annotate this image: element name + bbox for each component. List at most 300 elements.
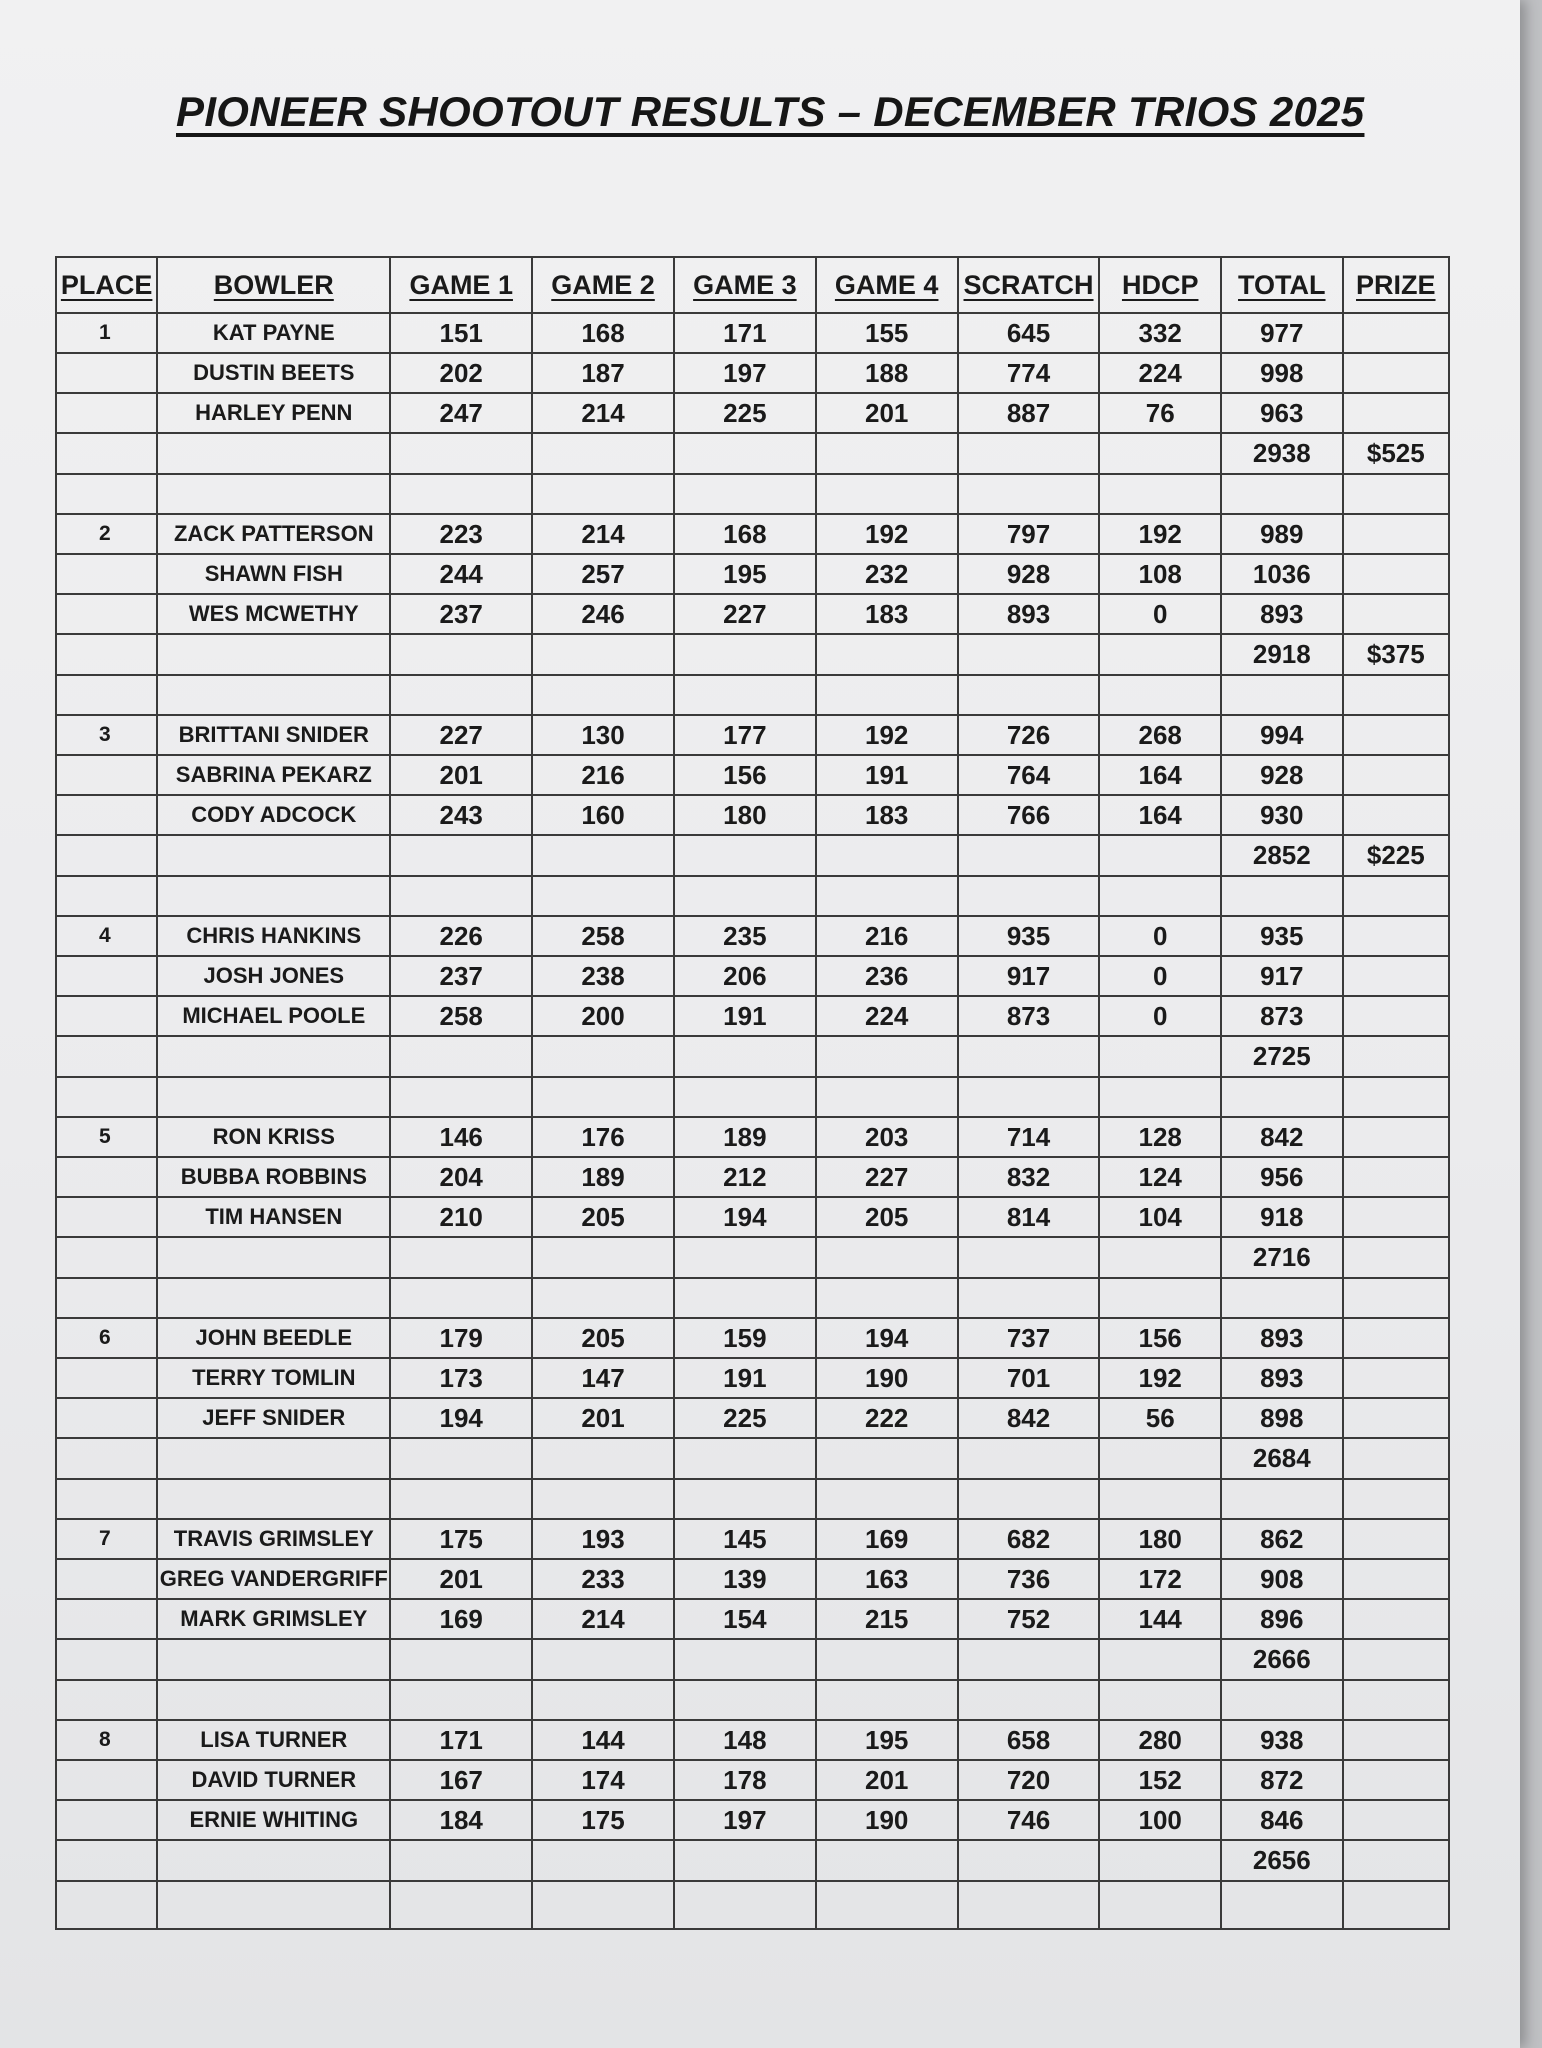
prize-cell — [1343, 1237, 1449, 1278]
empty-cell — [56, 876, 157, 916]
empty-cell — [532, 634, 674, 675]
empty-cell — [532, 1278, 674, 1318]
total-cell: 872 — [1221, 1760, 1343, 1800]
game3-cell: 197 — [674, 353, 816, 393]
empty-cell — [532, 675, 674, 715]
game2-cell: 174 — [532, 1760, 674, 1800]
prize-cell — [1343, 594, 1449, 634]
empty-cell — [56, 1237, 157, 1278]
header-row — [56, 257, 1449, 313]
game2-cell: 258 — [532, 916, 674, 956]
page-title: PIONEER SHOOTOUT RESULTS – DECEMBER TRIOS 2025 — [176, 88, 1365, 135]
empty-cell — [1099, 433, 1221, 474]
game1-cell: 243 — [390, 795, 532, 835]
prize-cell — [1343, 353, 1449, 393]
hdcp-cell: 124 — [1099, 1157, 1221, 1197]
empty-cell — [532, 1036, 674, 1077]
empty-cell — [1221, 1077, 1343, 1117]
empty-cell — [816, 1077, 958, 1117]
scratch-cell: 928 — [958, 554, 1100, 594]
empty-cell — [390, 474, 532, 514]
empty-cell — [390, 675, 532, 715]
game1-cell: 194 — [390, 1398, 532, 1438]
empty-cell — [674, 634, 816, 675]
bowler-row — [56, 1519, 1449, 1559]
bowler-row — [56, 1398, 1449, 1438]
scratch-cell: 774 — [958, 353, 1100, 393]
empty-cell — [958, 1680, 1100, 1720]
prize-cell — [1343, 554, 1449, 594]
game1-cell: 201 — [390, 1559, 532, 1599]
game4-cell: 155 — [816, 313, 958, 353]
game2-cell: 214 — [532, 393, 674, 433]
bowler-row — [56, 996, 1449, 1036]
game4-cell: 183 — [816, 795, 958, 835]
bowler-name: DAVID TURNER — [157, 1760, 390, 1800]
empty-cell — [674, 433, 816, 474]
bowler-row — [56, 956, 1449, 996]
total-cell: 963 — [1221, 393, 1343, 433]
empty-cell — [1343, 876, 1449, 916]
empty-cell — [674, 1438, 816, 1479]
empty-cell — [157, 675, 390, 715]
game3-cell: 139 — [674, 1559, 816, 1599]
game1-cell: 184 — [390, 1800, 532, 1840]
empty-cell — [1099, 1840, 1221, 1881]
empty-cell — [958, 1237, 1100, 1278]
game3-cell: 225 — [674, 393, 816, 433]
scratch-cell: 736 — [958, 1559, 1100, 1599]
total-cell: 977 — [1221, 313, 1343, 353]
bowler-row — [56, 1800, 1449, 1840]
empty-cell — [157, 1077, 390, 1117]
empty-cell — [390, 835, 532, 876]
scratch-cell: 658 — [958, 1720, 1100, 1760]
scratch-cell: 814 — [958, 1197, 1100, 1237]
empty-cell — [1099, 1680, 1221, 1720]
column-header: GAME 3 — [674, 257, 816, 313]
empty-cell — [674, 1237, 816, 1278]
hdcp-cell: 100 — [1099, 1800, 1221, 1840]
empty-cell — [1343, 1077, 1449, 1117]
game1-cell: 223 — [390, 514, 532, 554]
game4-cell: 190 — [816, 1358, 958, 1398]
prize-cell — [1343, 1036, 1449, 1077]
game3-cell: 235 — [674, 916, 816, 956]
hdcp-cell: 268 — [1099, 715, 1221, 755]
team-total-row — [56, 1438, 1449, 1479]
total-cell: 956 — [1221, 1157, 1343, 1197]
prize-cell — [1343, 755, 1449, 795]
empty-cell — [532, 1881, 674, 1929]
bowler-name: WES MCWETHY — [157, 594, 390, 634]
place-cell: 2 — [56, 514, 157, 554]
scratch-cell: 873 — [958, 996, 1100, 1036]
bowler-name: TERRY TOMLIN — [157, 1358, 390, 1398]
game3-cell: 145 — [674, 1519, 816, 1559]
game3-cell: 178 — [674, 1760, 816, 1800]
game2-cell: 205 — [532, 1318, 674, 1358]
empty-cell — [157, 1881, 390, 1929]
empty-cell — [958, 474, 1100, 514]
hdcp-cell: 0 — [1099, 956, 1221, 996]
empty-cell — [816, 1278, 958, 1318]
place-cell: 8 — [56, 1720, 157, 1760]
prize-cell — [1343, 795, 1449, 835]
empty-cell — [816, 474, 958, 514]
game2-cell: 214 — [532, 514, 674, 554]
scratch-cell: 893 — [958, 594, 1100, 634]
game1-cell: 201 — [390, 755, 532, 795]
bowler-row — [56, 1559, 1449, 1599]
empty-cell — [56, 1438, 157, 1479]
hdcp-cell: 144 — [1099, 1599, 1221, 1639]
empty-cell — [674, 1840, 816, 1881]
bowler-name: ERNIE WHITING — [157, 1800, 390, 1840]
prize-cell — [1343, 1760, 1449, 1800]
game4-cell: 215 — [816, 1599, 958, 1639]
hdcp-cell: 156 — [1099, 1318, 1221, 1358]
empty-cell — [958, 1077, 1100, 1117]
bowler-name: JOSH JONES — [157, 956, 390, 996]
prize-cell — [1343, 916, 1449, 956]
game1-cell: 151 — [390, 313, 532, 353]
prize-cell — [1343, 1358, 1449, 1398]
empty-cell — [56, 675, 157, 715]
game1-cell: 247 — [390, 393, 532, 433]
place-cell — [56, 795, 157, 835]
total-cell: 908 — [1221, 1559, 1343, 1599]
game2-cell: 168 — [532, 313, 674, 353]
column-header: PLACE — [56, 257, 157, 313]
game2-cell: 189 — [532, 1157, 674, 1197]
empty-cell — [1343, 1479, 1449, 1519]
game1-cell: 202 — [390, 353, 532, 393]
scratch-cell: 797 — [958, 514, 1100, 554]
column-header: PRIZE — [1343, 257, 1449, 313]
empty-cell — [958, 876, 1100, 916]
place-cell — [56, 956, 157, 996]
empty-cell — [56, 1639, 157, 1680]
empty-cell — [390, 1639, 532, 1680]
game2-cell: 238 — [532, 956, 674, 996]
spacer-row — [56, 675, 1449, 715]
game3-cell: 195 — [674, 554, 816, 594]
empty-cell — [157, 433, 390, 474]
empty-cell — [390, 1438, 532, 1479]
team-total-row — [56, 835, 1449, 876]
total-cell: 935 — [1221, 916, 1343, 956]
spacer-row — [56, 876, 1449, 916]
game2-cell: 175 — [532, 1800, 674, 1840]
place-cell: 1 — [56, 313, 157, 353]
game1-cell: 175 — [390, 1519, 532, 1559]
empty-cell — [390, 1278, 532, 1318]
place-cell: 5 — [56, 1117, 157, 1157]
hdcp-cell: 164 — [1099, 755, 1221, 795]
total-cell: 994 — [1221, 715, 1343, 755]
game1-cell: 237 — [390, 594, 532, 634]
game4-cell: 205 — [816, 1197, 958, 1237]
hdcp-cell: 104 — [1099, 1197, 1221, 1237]
prize-cell — [1343, 1800, 1449, 1840]
bowler-row — [56, 1760, 1449, 1800]
game4-cell: 227 — [816, 1157, 958, 1197]
game3-cell: 197 — [674, 1800, 816, 1840]
empty-cell — [1099, 634, 1221, 675]
place-cell — [56, 393, 157, 433]
place-cell — [56, 594, 157, 634]
spacer-row — [56, 1680, 1449, 1720]
scratch-cell: 682 — [958, 1519, 1100, 1559]
game3-cell: 206 — [674, 956, 816, 996]
spacer-row — [56, 1077, 1449, 1117]
game4-cell: 216 — [816, 916, 958, 956]
game4-cell: 195 — [816, 1720, 958, 1760]
spacer-row — [56, 474, 1449, 514]
scratch-cell: 887 — [958, 393, 1100, 433]
scratch-cell: 726 — [958, 715, 1100, 755]
hdcp-cell: 332 — [1099, 313, 1221, 353]
empty-cell — [674, 1680, 816, 1720]
bowler-name: CHRIS HANKINS — [157, 916, 390, 956]
empty-cell — [816, 1438, 958, 1479]
empty-cell — [1221, 675, 1343, 715]
scratch-cell: 714 — [958, 1117, 1100, 1157]
empty-cell — [958, 1479, 1100, 1519]
game3-cell: 154 — [674, 1599, 816, 1639]
empty-cell — [1099, 1881, 1221, 1929]
empty-cell — [157, 1438, 390, 1479]
empty-cell — [1099, 1237, 1221, 1278]
place-cell — [56, 996, 157, 1036]
team-total-row — [56, 1840, 1449, 1881]
empty-cell — [532, 1680, 674, 1720]
total-cell: 928 — [1221, 755, 1343, 795]
scratch-cell: 766 — [958, 795, 1100, 835]
game2-cell: 246 — [532, 594, 674, 634]
empty-cell — [1099, 474, 1221, 514]
bowler-row — [56, 1197, 1449, 1237]
place-cell — [56, 1599, 157, 1639]
bowler-name: BUBBA ROBBINS — [157, 1157, 390, 1197]
empty-cell — [56, 433, 157, 474]
empty-cell — [390, 1680, 532, 1720]
total-cell: 1036 — [1221, 554, 1343, 594]
empty-cell — [157, 1278, 390, 1318]
empty-cell — [816, 1680, 958, 1720]
bowler-row — [56, 1599, 1449, 1639]
hdcp-cell: 180 — [1099, 1519, 1221, 1559]
empty-cell — [958, 1881, 1100, 1929]
prize-cell — [1343, 1197, 1449, 1237]
bowler-row — [56, 916, 1449, 956]
team-total-cell: 2938 — [1221, 433, 1343, 474]
total-cell: 893 — [1221, 1358, 1343, 1398]
team-total-row — [56, 1639, 1449, 1680]
game1-cell: 169 — [390, 1599, 532, 1639]
total-cell: 893 — [1221, 1318, 1343, 1358]
empty-cell — [157, 1680, 390, 1720]
bowler-name: ZACK PATTERSON — [157, 514, 390, 554]
bowler-name: KAT PAYNE — [157, 313, 390, 353]
empty-cell — [1343, 1278, 1449, 1318]
game4-cell: 183 — [816, 594, 958, 634]
empty-cell — [1221, 1680, 1343, 1720]
place-cell — [56, 353, 157, 393]
game3-cell: 180 — [674, 795, 816, 835]
empty-cell — [1221, 876, 1343, 916]
prize-cell — [1343, 996, 1449, 1036]
bowler-name: LISA TURNER — [157, 1720, 390, 1760]
empty-cell — [1343, 1881, 1449, 1929]
empty-cell — [958, 433, 1100, 474]
game2-cell: 200 — [532, 996, 674, 1036]
game4-cell: 236 — [816, 956, 958, 996]
column-header: GAME 1 — [390, 257, 532, 313]
game1-cell: 237 — [390, 956, 532, 996]
game4-cell: 194 — [816, 1318, 958, 1358]
team-total-row — [56, 1036, 1449, 1077]
game1-cell: 171 — [390, 1720, 532, 1760]
total-cell: 938 — [1221, 1720, 1343, 1760]
empty-cell — [816, 1840, 958, 1881]
empty-cell — [157, 634, 390, 675]
prize-cell — [1343, 393, 1449, 433]
place-cell: 4 — [56, 916, 157, 956]
empty-cell — [532, 1639, 674, 1680]
empty-cell — [1099, 1639, 1221, 1680]
prize-cell — [1343, 715, 1449, 755]
empty-cell — [390, 433, 532, 474]
empty-cell — [816, 1479, 958, 1519]
game3-cell: 177 — [674, 715, 816, 755]
bowler-name: GREG VANDERGRIFF — [157, 1559, 390, 1599]
team-total-row — [56, 634, 1449, 675]
empty-cell — [56, 634, 157, 675]
empty-cell — [56, 1881, 157, 1929]
bowler-row — [56, 1318, 1449, 1358]
game3-cell: 148 — [674, 1720, 816, 1760]
place-cell — [56, 1760, 157, 1800]
bowler-name: HARLEY PENN — [157, 393, 390, 433]
empty-cell — [1221, 1479, 1343, 1519]
empty-cell — [157, 1036, 390, 1077]
empty-cell — [1099, 835, 1221, 876]
empty-cell — [816, 675, 958, 715]
scratch-cell: 752 — [958, 1599, 1100, 1639]
prize-cell: $225 — [1343, 835, 1449, 876]
empty-cell — [958, 1036, 1100, 1077]
scratch-cell: 842 — [958, 1398, 1100, 1438]
total-cell: 842 — [1221, 1117, 1343, 1157]
bowler-name: MICHAEL POOLE — [157, 996, 390, 1036]
game4-cell: 192 — [816, 514, 958, 554]
empty-cell — [1099, 1077, 1221, 1117]
prize-cell — [1343, 1559, 1449, 1599]
bowler-row — [56, 1157, 1449, 1197]
hdcp-cell: 128 — [1099, 1117, 1221, 1157]
empty-cell — [390, 1077, 532, 1117]
empty-cell — [674, 1881, 816, 1929]
bowler-row — [56, 393, 1449, 433]
bowler-row — [56, 1720, 1449, 1760]
prize-cell — [1343, 1599, 1449, 1639]
empty-cell — [56, 474, 157, 514]
game2-cell: 130 — [532, 715, 674, 755]
empty-cell — [390, 1036, 532, 1077]
prize-cell — [1343, 1720, 1449, 1760]
total-cell: 893 — [1221, 594, 1343, 634]
empty-cell — [1221, 1278, 1343, 1318]
column-header: GAME 2 — [532, 257, 674, 313]
game2-cell: 257 — [532, 554, 674, 594]
team-total-row — [56, 433, 1449, 474]
place-cell: 6 — [56, 1318, 157, 1358]
scratch-cell: 832 — [958, 1157, 1100, 1197]
empty-cell — [157, 474, 390, 514]
empty-cell — [1099, 876, 1221, 916]
bowler-row — [56, 514, 1449, 554]
empty-cell — [1221, 1881, 1343, 1929]
game1-cell: 204 — [390, 1157, 532, 1197]
empty-cell — [56, 1479, 157, 1519]
bowler-row — [56, 353, 1449, 393]
total-cell: 862 — [1221, 1519, 1343, 1559]
hdcp-cell: 192 — [1099, 1358, 1221, 1398]
team-total-cell: 2656 — [1221, 1840, 1343, 1881]
game1-cell: 227 — [390, 715, 532, 755]
empty-cell — [157, 1237, 390, 1278]
hdcp-cell: 280 — [1099, 1720, 1221, 1760]
game4-cell: 191 — [816, 755, 958, 795]
empty-cell — [1099, 1438, 1221, 1479]
prize-cell — [1343, 1639, 1449, 1680]
total-cell: 896 — [1221, 1599, 1343, 1639]
place-cell — [56, 1800, 157, 1840]
bowler-name: TRAVIS GRIMSLEY — [157, 1519, 390, 1559]
prize-cell — [1343, 514, 1449, 554]
game2-cell: 233 — [532, 1559, 674, 1599]
empty-cell — [390, 634, 532, 675]
column-header: BOWLER — [157, 257, 390, 313]
empty-cell — [1099, 1036, 1221, 1077]
game2-cell: 144 — [532, 1720, 674, 1760]
scratch-cell: 935 — [958, 916, 1100, 956]
team-total-cell: 2918 — [1221, 634, 1343, 675]
bowler-row — [56, 1358, 1449, 1398]
empty-cell — [56, 835, 157, 876]
scratch-cell: 737 — [958, 1318, 1100, 1358]
empty-cell — [532, 1438, 674, 1479]
hdcp-cell: 172 — [1099, 1559, 1221, 1599]
empty-cell — [56, 1840, 157, 1881]
empty-cell — [390, 876, 532, 916]
empty-cell — [56, 1077, 157, 1117]
column-header: TOTAL — [1221, 257, 1343, 313]
bowler-name: JEFF SNIDER — [157, 1398, 390, 1438]
game1-cell: 146 — [390, 1117, 532, 1157]
empty-cell — [816, 1881, 958, 1929]
game3-cell: 191 — [674, 996, 816, 1036]
bowler-row — [56, 313, 1449, 353]
game1-cell: 210 — [390, 1197, 532, 1237]
total-cell: 918 — [1221, 1197, 1343, 1237]
hdcp-cell: 192 — [1099, 514, 1221, 554]
game4-cell: 222 — [816, 1398, 958, 1438]
empty-cell — [816, 1036, 958, 1077]
place-cell — [56, 554, 157, 594]
